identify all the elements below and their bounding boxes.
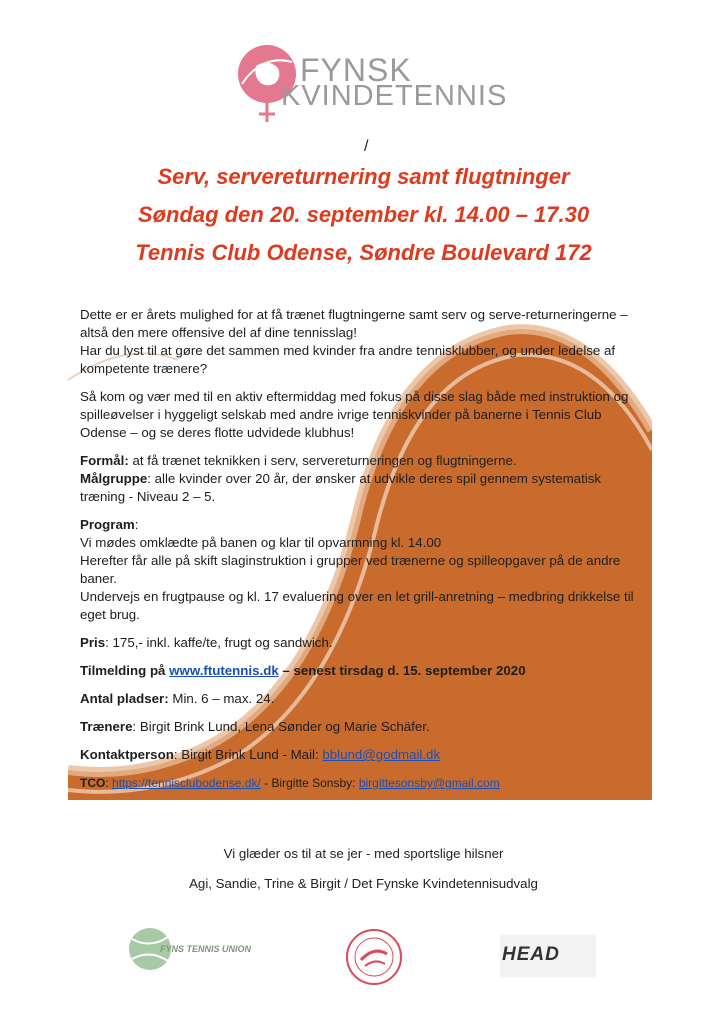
- title-headline: Serv, servereturnering samt flugtninger: [157, 164, 570, 189]
- pladser-label: Antal pladser:: [80, 691, 169, 706]
- tilmelding-link[interactable]: www.ftutennis.dk: [169, 663, 279, 678]
- formaal-text: at få trænet teknikken i serv, servereturneringen og flugtningerne.: [128, 453, 517, 468]
- pladser-text: Min. 6 – max. 24.: [168, 691, 275, 706]
- venue-headline: Tennis Club Odense, Søndre Boulevard 172: [135, 240, 592, 265]
- program-label: Program: [80, 517, 135, 532]
- head-logo-text: HEAD: [502, 944, 560, 965]
- intro-text-2: Så kom og vær med til en aktiv eftermiddag med fokus på disse slag både med instruktion og spilleøvelser i hyggeligt selskab med andre ivrige tenniskvinder på banerne i Tennis Club Odense – og se deres flotte udvidede klubhus!: [80, 389, 629, 440]
- date-headline: Søndag den 20. september kl. 14.00 – 17.30: [137, 202, 590, 227]
- traenere-label: Trænere: [80, 719, 133, 734]
- logo-text-kvindetennis: KVINDETENNIS: [281, 80, 508, 112]
- pris-text: : 175,- inkl. kaffe/te, frugt og sandwich.: [105, 635, 333, 650]
- tco-email-link[interactable]: birgittesonsby@gmail.com: [358, 776, 500, 790]
- fyns-tennis-union-text: FYNS TENNIS UNION: [160, 944, 252, 954]
- kontakt-label: Kontaktperson: [80, 747, 174, 762]
- maalgruppe-text: : alle kvinder over 20 år, der ønsker at udvikle deres spil gennem systematisk træning - Niveau 2 – 5.: [80, 471, 602, 504]
- closing-signature: Agi, Sandie, Trine & Birgit / Det Fynske Kvindetennisudvalg: [189, 876, 538, 891]
- program-line-1: Vi mødes omklædte på banen og klar til opvarmning kl. 14.00: [80, 535, 442, 550]
- tilmelding-label: Tilmelding på: [80, 663, 170, 678]
- maalgruppe-label: Målgruppe: [80, 471, 148, 486]
- slash: /: [364, 138, 369, 155]
- intro-text-1: Dette er er årets mulighed for at få trænet flugtningerne samt serv og serve-returneringerne – altså den mere offensive del af dine tennisslag!: [80, 307, 628, 340]
- tco-website-link[interactable]: https://tennisclubodense.dk/: [112, 776, 261, 790]
- program-colon: :: [134, 517, 139, 532]
- tennis-club-seal: [345, 928, 403, 986]
- program-line-2: Herefter får alle på skift slaginstruktion i grupper ved trænerne og spilleopgaver på de andre baner.: [80, 553, 621, 586]
- logo-text-fynsk: FYNSK: [300, 52, 412, 88]
- program-line-3: Undervejs en frugtpause og kl. 17 evaluering over en let grill-anretning – medbring drikkelse til eget brug.: [80, 589, 634, 622]
- tco-text: - Birgitte Sonsby:: [260, 776, 359, 790]
- pris-label: Pris: [80, 635, 106, 650]
- closing-greeting: Vi glæder os til at se jer - med sportslige hilsner: [223, 846, 504, 861]
- tco-sep: :: [105, 776, 113, 790]
- intro-text-1b: Har du lyst til at gøre det sammen med kvinder fra andre tennisklubber, og under ledelse af kompetente trænere?: [80, 343, 616, 376]
- event-content: [80, 306, 640, 802]
- formaal-label: Formål:: [80, 453, 129, 468]
- kontakt-email-link[interactable]: bblund@godmail.dk: [322, 747, 441, 762]
- traenere-text: : Birgit Brink Lund, Lena Sønder og Marie Schäfer.: [132, 719, 430, 734]
- tilmelding-text: – senest tirsdag d. 15. september 2020: [278, 663, 526, 678]
- kontakt-text: : Birgit Brink Lund - Mail:: [173, 747, 323, 762]
- seal-icon: [345, 928, 403, 986]
- tco-label: TCO: [80, 776, 106, 790]
